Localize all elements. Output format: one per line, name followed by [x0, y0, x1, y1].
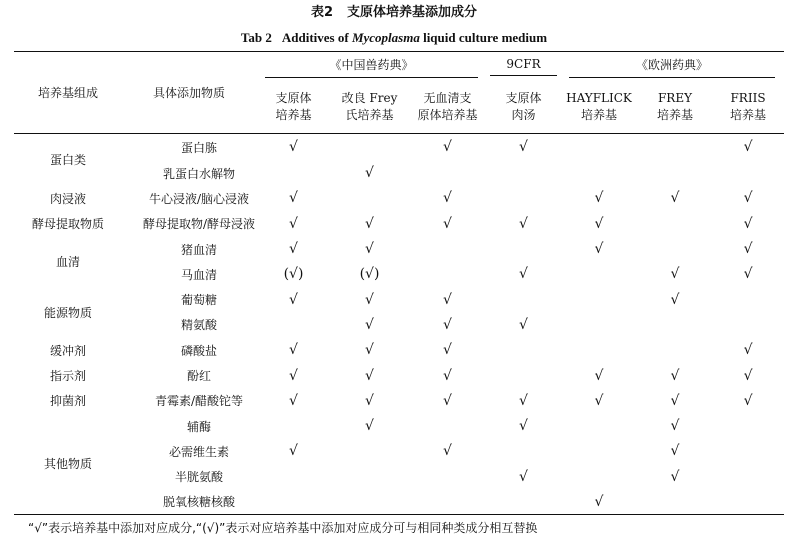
check-cell — [712, 489, 784, 514]
check-cell: √ — [743, 392, 753, 409]
check-cell: √ — [443, 443, 452, 460]
check-cell — [256, 413, 331, 438]
check-cell — [638, 134, 712, 161]
category-cell: 缓冲剂 — [49, 343, 86, 358]
table-row — [14, 338, 784, 363]
check-cell: √ — [743, 342, 753, 359]
check-cell: √ — [289, 215, 298, 232]
check-cell — [408, 413, 487, 438]
check-cell: √ — [594, 241, 604, 258]
check-cell — [487, 236, 560, 261]
check-cell: √ — [289, 139, 298, 156]
header-medium-line1: 支原体 — [505, 91, 542, 106]
check-cell — [560, 312, 638, 337]
check-cell: √ — [743, 241, 753, 258]
header-medium — [408, 82, 487, 134]
table-row — [14, 413, 784, 438]
header-medium — [712, 82, 784, 134]
check-cell: √ — [743, 190, 753, 207]
table-row — [14, 312, 784, 337]
check-cell: √ — [443, 139, 452, 156]
header-medium-line2: 原体培养基 — [417, 108, 478, 123]
table-row — [14, 262, 784, 287]
check-cell — [638, 161, 712, 186]
check-cell — [487, 287, 560, 312]
check-cell: √ — [743, 139, 753, 156]
check-cell — [487, 363, 560, 388]
group-label-9cfr: 9CFR — [490, 57, 557, 76]
check-cell: √ — [289, 367, 298, 384]
additive-cell: 乳蛋白水解物 — [162, 166, 235, 181]
check-cell — [638, 338, 712, 363]
check-cell: √ — [594, 392, 604, 409]
check-cell: √ — [443, 291, 452, 308]
check-cell — [560, 134, 638, 161]
group-header-eu — [560, 52, 784, 82]
additive-cell: 马血清 — [180, 267, 217, 282]
header-medium-line2: 氏培养基 — [345, 108, 394, 123]
caption-en-italic: Mycoplasma — [351, 30, 420, 45]
check-cell — [560, 338, 638, 363]
header-medium — [331, 82, 408, 134]
check-cell — [331, 464, 408, 489]
table-title-cn — [0, 4, 788, 22]
check-cell: √ — [743, 266, 753, 283]
additive-cell: 酵母提取物/酵母浸液 — [142, 217, 256, 232]
check-cell: √ — [289, 342, 298, 359]
table-row — [14, 236, 784, 261]
check-cell — [638, 236, 712, 261]
check-cell — [560, 413, 638, 438]
header-medium-line1: FREY — [657, 91, 693, 106]
check-cell — [331, 439, 408, 464]
check-cell: √ — [365, 165, 374, 182]
header-medium-line2: 培养基 — [581, 108, 618, 123]
check-cell — [560, 464, 638, 489]
header-medium-line1: 无血清支 — [423, 91, 472, 106]
category-cell: 能源物质 — [43, 305, 92, 320]
check-cell — [256, 464, 331, 489]
check-cell: √ — [670, 468, 680, 485]
check-cell — [256, 312, 331, 337]
header-medium — [638, 82, 712, 134]
table-row — [14, 211, 784, 236]
check-cell: √ — [443, 367, 452, 384]
header-medium — [487, 82, 560, 134]
header-medium — [560, 82, 638, 134]
check-cell: √ — [289, 190, 298, 207]
check-cell — [638, 211, 712, 236]
table-footnote: “√”表示培养基中添加对应成分,“(√)”表示对应培养基中添加对应成分可与相同种类成分相互替换 — [28, 521, 538, 535]
check-cell — [256, 161, 331, 186]
table-row — [14, 161, 784, 186]
check-cell: √ — [289, 241, 298, 258]
category-cell: 蛋白类 — [49, 153, 86, 168]
check-cell — [487, 161, 560, 186]
check-cell: (√) — [283, 266, 304, 283]
table-row — [14, 287, 784, 312]
additive-cell: 牛心浸液/脑心浸液 — [148, 191, 250, 206]
table-caption-cn: 支原体培养基添加成分 — [347, 5, 478, 20]
check-cell: √ — [594, 215, 604, 232]
check-cell: √ — [519, 266, 528, 283]
check-cell — [638, 489, 712, 514]
additive-cell: 辅酶 — [186, 419, 211, 434]
table-row — [14, 134, 784, 161]
check-cell — [408, 464, 487, 489]
table-title-en — [0, 29, 788, 47]
check-cell: √ — [594, 190, 604, 207]
group-header-cn-vet — [256, 52, 487, 82]
check-cell — [487, 338, 560, 363]
check-cell: √ — [365, 367, 374, 384]
check-cell: √ — [519, 139, 528, 156]
check-cell — [331, 186, 408, 211]
additive-cell: 猪血清 — [180, 242, 217, 257]
check-cell: √ — [743, 367, 753, 384]
check-cell — [487, 186, 560, 211]
category-cell: 肉浸液 — [49, 191, 86, 206]
check-cell — [331, 134, 408, 161]
check-cell: √ — [365, 392, 374, 409]
header-medium-line2: 肉汤 — [511, 108, 536, 123]
check-cell: √ — [365, 316, 374, 333]
check-cell: √ — [594, 367, 604, 384]
header-medium — [256, 82, 331, 134]
table-number-cn: 表2 — [310, 5, 334, 20]
header-medium-line1: HAYFLICK — [566, 91, 632, 106]
check-cell — [712, 312, 784, 337]
check-cell — [560, 439, 638, 464]
header-additive: 具体添加物质 — [122, 52, 256, 134]
group-header-9cfr — [487, 52, 560, 82]
header-medium-line1: 支原体 — [275, 91, 312, 106]
caption-en-pre: Additives of — [281, 30, 352, 45]
category-cell: 其他物质 — [14, 413, 122, 514]
check-cell — [560, 287, 638, 312]
check-cell: √ — [519, 418, 528, 435]
additives-table — [14, 51, 784, 515]
category-cell: 酵母提取物质 — [31, 217, 104, 232]
additive-cell: 磷酸盐 — [180, 343, 217, 358]
check-cell: √ — [670, 392, 680, 409]
group-label-cn-vet: 《中国兽药典》 — [265, 56, 478, 78]
check-cell — [256, 489, 331, 514]
check-cell: √ — [519, 215, 528, 232]
check-cell: √ — [443, 342, 452, 359]
header-medium-line2: 培养基 — [657, 108, 694, 123]
check-cell — [408, 236, 487, 261]
check-cell: √ — [443, 190, 452, 207]
additive-cell: 脱氧核糖核酸 — [122, 489, 256, 514]
category-cell: 血清 — [55, 255, 80, 270]
header-medium-line2: 培养基 — [275, 108, 312, 123]
check-cell — [638, 312, 712, 337]
table-row — [14, 363, 784, 388]
header-medium-line2: 培养基 — [730, 108, 767, 123]
check-cell: √ — [519, 316, 528, 333]
check-cell: √ — [443, 392, 452, 409]
header-medium-line1: 改良 Frey — [341, 91, 398, 106]
check-cell — [712, 287, 784, 312]
table-row — [14, 464, 784, 489]
check-cell: √ — [365, 241, 374, 258]
check-cell: √ — [670, 266, 680, 283]
check-cell — [487, 489, 560, 514]
table-row — [14, 388, 784, 413]
check-cell: √ — [670, 190, 680, 207]
check-cell: √ — [289, 291, 298, 308]
check-cell: √ — [670, 418, 680, 435]
check-cell: √ — [365, 418, 374, 435]
check-cell — [712, 413, 784, 438]
check-cell: √ — [289, 392, 298, 409]
check-cell: √ — [519, 392, 528, 409]
additive-cell: 葡萄糖 — [180, 293, 217, 308]
table-row — [14, 439, 784, 464]
header-component: 培养基组成 — [14, 52, 122, 134]
additive-cell: 青霉素/醋酸铊等 — [154, 394, 244, 409]
check-cell — [560, 262, 638, 287]
additive-cell: 精氨酸 — [180, 318, 217, 333]
check-cell — [560, 161, 638, 186]
check-cell — [331, 489, 408, 514]
table-row — [14, 186, 784, 211]
check-cell: √ — [670, 443, 680, 460]
check-cell — [408, 262, 487, 287]
check-cell: √ — [743, 215, 753, 232]
check-cell: √ — [443, 215, 452, 232]
additive-cell: 蛋白胨 — [180, 140, 217, 155]
check-cell — [487, 439, 560, 464]
category-cell: 指示剂 — [49, 369, 86, 384]
check-cell — [408, 161, 487, 186]
check-cell: √ — [365, 342, 374, 359]
check-cell — [712, 161, 784, 186]
check-cell — [408, 489, 487, 514]
table-row — [14, 489, 784, 514]
check-cell: √ — [519, 468, 528, 485]
check-cell: √ — [365, 215, 374, 232]
check-cell — [712, 464, 784, 489]
check-cell: √ — [443, 316, 452, 333]
additive-cell: 必需维生素 — [168, 444, 229, 459]
table-number-en: Tab 2 — [240, 30, 272, 45]
category-cell: 抑菌剂 — [49, 394, 86, 409]
check-cell: √ — [670, 367, 680, 384]
check-cell — [712, 439, 784, 464]
additive-cell: 半胱氨酸 — [174, 470, 223, 485]
header-medium-line1: FRIIS — [730, 91, 766, 106]
check-cell: √ — [289, 443, 298, 460]
check-cell: √ — [365, 291, 374, 308]
check-cell: √ — [560, 489, 638, 514]
check-cell: √ — [670, 291, 680, 308]
check-cell: (√) — [359, 266, 380, 283]
caption-en-post: liquid culture medium — [419, 30, 548, 45]
additive-cell: 酚红 — [186, 369, 211, 384]
group-label-eu: 《欧洲药典》 — [569, 56, 775, 78]
